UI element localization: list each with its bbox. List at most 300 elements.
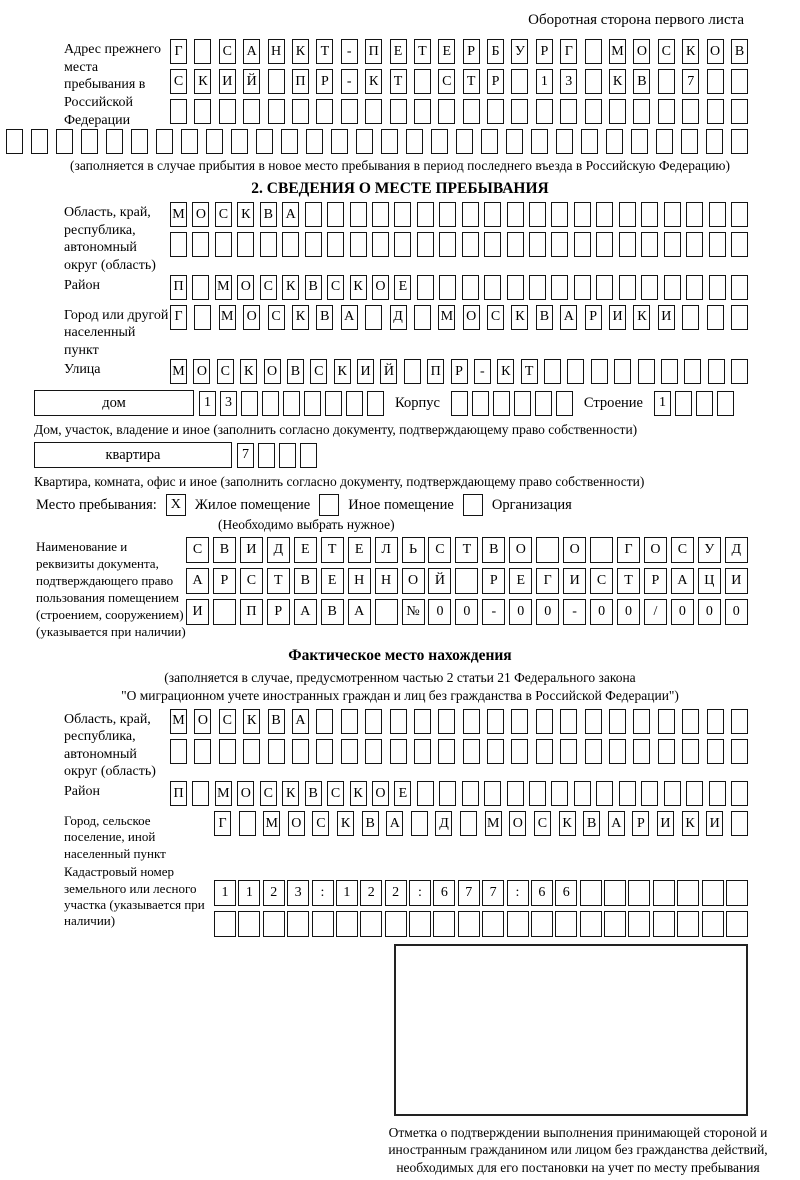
char-cell: Й	[243, 69, 260, 94]
char-cell: М	[170, 202, 187, 227]
char-cell: С	[240, 568, 263, 594]
char-cell	[653, 880, 675, 906]
char-cell: С	[219, 709, 236, 734]
char-cell	[682, 739, 699, 764]
char-cell: И	[725, 568, 748, 594]
char-cell: Т	[617, 568, 640, 594]
char-cell	[414, 739, 431, 764]
char-cell: С	[186, 537, 209, 563]
char-cell: П	[240, 599, 263, 625]
char-cell: М	[485, 811, 502, 836]
char-cell	[350, 232, 367, 257]
char-cell	[535, 391, 552, 416]
document-label: Наименование и реквизиты документа, подтверждающего право пользования помещением (строением, сооружением) (указывается при наличии)	[36, 539, 186, 639]
char-cell: О	[707, 39, 724, 64]
char-cell	[484, 275, 501, 300]
char-cell: В	[536, 305, 553, 330]
char-cell	[414, 709, 431, 734]
char-cell: А	[341, 305, 358, 330]
prev-address-note: (заполняется в случае прибытия в новое место пребывания в период последнего въезда в Российскую Федерацию)	[69, 158, 731, 174]
char-cell	[316, 99, 333, 124]
char-cell	[341, 99, 358, 124]
char-cell: Р	[463, 39, 480, 64]
char-cell: Т	[316, 39, 333, 64]
korpus-label: Корпус	[395, 394, 440, 411]
char-cell	[536, 709, 553, 734]
char-cell: Г	[560, 39, 577, 64]
char-cell	[241, 391, 258, 416]
prev-address-label: Адрес прежнего места пребывания в Российской Федерации	[64, 42, 161, 128]
stay-type-row	[36, 494, 780, 516]
char-cell	[656, 129, 673, 154]
char-cell	[439, 275, 456, 300]
char-cell: С	[428, 537, 451, 563]
char-cell: К	[292, 39, 309, 64]
char-cell: В	[321, 599, 344, 625]
char-cell: 3	[287, 880, 309, 906]
char-cell	[331, 129, 348, 154]
char-cell: С	[671, 537, 694, 563]
char-cell	[551, 232, 568, 257]
char-cell: 1	[199, 391, 216, 416]
char-row	[170, 202, 748, 227]
char-cell: И	[219, 69, 236, 94]
char-cell: К	[243, 709, 260, 734]
char-cell: О	[372, 275, 389, 300]
char-cell	[614, 359, 631, 384]
char-cell: 6	[555, 880, 577, 906]
char-cell	[658, 99, 675, 124]
char-cell	[463, 709, 480, 734]
char-cell: Т	[455, 537, 478, 563]
char-cell	[726, 880, 748, 906]
char-cell: О	[237, 781, 254, 806]
char-cell: Д	[725, 537, 748, 563]
char-cell: /	[644, 599, 667, 625]
char-cell	[414, 69, 431, 94]
char-cell	[31, 129, 48, 154]
char-cell	[312, 911, 334, 937]
char-cell	[590, 537, 613, 563]
char-cell	[256, 129, 273, 154]
char-row	[214, 880, 748, 906]
char-cell	[305, 202, 322, 227]
char-cell	[555, 911, 577, 937]
char-cell	[487, 709, 504, 734]
char-cell	[531, 129, 548, 154]
char-cell: К	[237, 202, 254, 227]
char-cell: А	[186, 568, 209, 594]
char-cell	[350, 202, 367, 227]
char-cell	[731, 232, 748, 257]
char-cell	[633, 709, 650, 734]
char-cell	[686, 275, 703, 300]
char-cell	[239, 811, 256, 836]
char-cell	[375, 599, 398, 625]
char-cell: К	[282, 781, 299, 806]
char-cell: С	[260, 781, 277, 806]
char-cell	[455, 568, 478, 594]
char-cell	[194, 39, 211, 64]
char-cell	[507, 275, 524, 300]
char-cell: И	[563, 568, 586, 594]
char-cell	[631, 129, 648, 154]
char-cell: В	[268, 709, 285, 734]
char-cell	[219, 739, 236, 764]
char-cell: Е	[394, 275, 411, 300]
char-cell: И	[357, 359, 374, 384]
char-cell: С	[327, 781, 344, 806]
char-cell: С	[268, 305, 285, 330]
char-cell: О	[644, 537, 667, 563]
char-cell	[574, 781, 591, 806]
char-cell: :	[312, 880, 334, 906]
char-cell	[279, 443, 296, 468]
char-cell: Е	[438, 39, 455, 64]
char-cell	[394, 202, 411, 227]
char-cell: К	[365, 69, 382, 94]
char-cell	[462, 202, 479, 227]
char-cell	[633, 99, 650, 124]
char-cell	[372, 232, 389, 257]
char-cell	[237, 232, 254, 257]
char-row	[214, 811, 748, 836]
char-cell	[551, 275, 568, 300]
char-cell: В	[633, 69, 650, 94]
char-row	[170, 359, 748, 384]
char-cell: Й	[380, 359, 397, 384]
char-cell	[365, 305, 382, 330]
char-cell	[585, 39, 602, 64]
char-cell	[438, 709, 455, 734]
char-cell	[367, 391, 384, 416]
char-cell: -	[563, 599, 586, 625]
char-cell	[585, 739, 602, 764]
char-cell: У	[511, 39, 528, 64]
char-cell: А	[608, 811, 625, 836]
char-cell	[653, 911, 675, 937]
stroenie-label: Строение	[583, 394, 643, 411]
char-cell: О	[243, 305, 260, 330]
char-cell	[544, 359, 561, 384]
char-cell	[702, 880, 724, 906]
char-cell	[394, 232, 411, 257]
korpus-cells	[451, 391, 573, 416]
char-cell: И	[658, 305, 675, 330]
char-cell	[580, 880, 602, 906]
section2-title: 2. СВЕДЕНИЯ О МЕСТЕ ПРЕБЫВАНИЯ	[251, 180, 549, 197]
char-cell	[731, 202, 748, 227]
char-cell	[677, 880, 699, 906]
char-cell	[487, 99, 504, 124]
char-cell: В	[316, 305, 333, 330]
char-cell	[306, 129, 323, 154]
char-cell	[507, 911, 529, 937]
actual-city-label: Город, сельское поселение, иной населенный пункт	[64, 813, 166, 861]
stamp-area-note: Отметка о подтверждении выполнения принимающей стороной и иностранным гражданином или лицом без гражданства действий, необходимых для его постановки на учет по месту пребывания	[388, 1125, 768, 1175]
char-cell: 6	[433, 880, 455, 906]
stroenie-cells	[654, 391, 734, 416]
char-cell: К	[559, 811, 576, 836]
char-cell: Т	[390, 69, 407, 94]
char-cell: 0	[698, 599, 721, 625]
char-cell	[641, 232, 658, 257]
char-cell: Г	[170, 305, 187, 330]
char-cell	[731, 359, 748, 384]
region-label: Область, край, республика, автономный округ (область)	[64, 205, 156, 273]
char-cell	[56, 129, 73, 154]
char-cell	[731, 129, 748, 154]
char-cell: А	[671, 568, 694, 594]
char-cell	[292, 99, 309, 124]
document-block	[36, 537, 748, 640]
char-cell	[675, 391, 692, 416]
char-cell	[219, 99, 236, 124]
char-cell	[596, 275, 613, 300]
char-cell	[706, 129, 723, 154]
char-cell: 7	[682, 69, 699, 94]
char-cell: К	[511, 305, 528, 330]
char-cell	[431, 129, 448, 154]
char-cell	[596, 232, 613, 257]
char-cell	[268, 69, 285, 94]
char-cell: 3	[560, 69, 577, 94]
char-cell: С	[310, 359, 327, 384]
char-cell	[365, 99, 382, 124]
char-cell: №	[402, 599, 425, 625]
char-cell	[481, 129, 498, 154]
char-cell	[529, 781, 546, 806]
char-cell: М	[170, 359, 187, 384]
char-cell: Т	[521, 359, 538, 384]
char-cell: В	[482, 537, 505, 563]
char-cell	[551, 781, 568, 806]
char-cell	[511, 99, 528, 124]
char-cell: 0	[671, 599, 694, 625]
char-cell: В	[305, 275, 322, 300]
char-cell	[731, 305, 748, 330]
actual-region-block	[64, 709, 748, 782]
char-cell	[170, 739, 187, 764]
char-cell	[681, 129, 698, 154]
char-cell: П	[365, 39, 382, 64]
char-cell	[456, 129, 473, 154]
char-cell	[300, 443, 317, 468]
char-cell: О	[194, 709, 211, 734]
char-cell	[417, 275, 434, 300]
char-cell: У	[698, 537, 721, 563]
char-cell: 3	[220, 391, 237, 416]
char-cell	[258, 443, 275, 468]
char-cell	[192, 781, 209, 806]
char-cell: 7	[482, 880, 504, 906]
char-cell: К	[609, 69, 626, 94]
street-block	[64, 359, 748, 389]
actual-city-block	[64, 811, 748, 862]
char-cell	[462, 275, 479, 300]
char-cell: А	[386, 811, 403, 836]
char-cell: С	[215, 202, 232, 227]
char-cell: 0	[428, 599, 451, 625]
char-cell	[409, 911, 431, 937]
char-cell	[304, 391, 321, 416]
char-cell	[507, 232, 524, 257]
char-cell	[192, 275, 209, 300]
char-cell	[356, 129, 373, 154]
char-cell: Г	[214, 811, 231, 836]
char-cell: О	[264, 359, 281, 384]
char-cell: -	[341, 39, 358, 64]
char-cell: 0	[617, 599, 640, 625]
char-cell	[439, 781, 456, 806]
char-cell	[677, 911, 699, 937]
char-cell	[390, 739, 407, 764]
char-cell	[263, 911, 285, 937]
char-cell: В	[305, 781, 322, 806]
char-cell	[463, 739, 480, 764]
char-cell	[414, 305, 431, 330]
house-row	[34, 390, 760, 416]
char-cell	[731, 781, 748, 806]
char-cell	[493, 391, 510, 416]
char-cell: К	[682, 39, 699, 64]
char-cell: 1	[536, 69, 553, 94]
char-cell: О	[237, 275, 254, 300]
char-cell: И	[706, 811, 723, 836]
char-cell: М	[263, 811, 280, 836]
char-cell: С	[487, 305, 504, 330]
char-cell	[596, 781, 613, 806]
char-cell: О	[192, 202, 209, 227]
char-cell: В	[260, 202, 277, 227]
char-cell	[696, 391, 713, 416]
char-row	[170, 739, 748, 764]
char-cell	[717, 391, 734, 416]
char-row	[170, 781, 748, 806]
char-cell: М	[438, 305, 455, 330]
char-cell: Р	[451, 359, 468, 384]
char-cell: К	[497, 359, 514, 384]
char-cell: :	[507, 880, 529, 906]
char-cell	[385, 911, 407, 937]
char-cell	[707, 99, 724, 124]
char-row	[186, 568, 748, 594]
char-cell	[390, 99, 407, 124]
char-cell	[567, 359, 584, 384]
char-row	[186, 599, 748, 625]
char-cell	[731, 739, 748, 764]
char-cell	[406, 129, 423, 154]
char-cell: -	[474, 359, 491, 384]
char-cell	[709, 232, 726, 257]
char-cell: А	[294, 599, 317, 625]
char-cell	[529, 232, 546, 257]
char-cell	[536, 537, 559, 563]
char-cell	[327, 232, 344, 257]
char-cell	[682, 99, 699, 124]
char-cell	[709, 781, 726, 806]
char-cell: О	[372, 781, 389, 806]
char-cell: М	[219, 305, 236, 330]
char-cell: 1	[238, 880, 260, 906]
char-cell	[531, 911, 553, 937]
char-cell: С	[217, 359, 234, 384]
char-cell: 0	[590, 599, 613, 625]
char-cell: М	[215, 781, 232, 806]
char-cell	[581, 129, 598, 154]
option-other-premises-label: Иное помещение	[348, 496, 454, 513]
char-cell	[708, 359, 725, 384]
char-cell	[638, 359, 655, 384]
char-row	[170, 709, 748, 734]
char-cell: 2	[263, 880, 285, 906]
char-cell	[131, 129, 148, 154]
char-cell: Т	[267, 568, 290, 594]
char-cell: Л	[375, 537, 398, 563]
char-cell: А	[243, 39, 260, 64]
char-cell	[462, 781, 479, 806]
char-cell: 0	[536, 599, 559, 625]
char-cell: Р	[536, 39, 553, 64]
char-cell	[268, 739, 285, 764]
char-cell: Т	[463, 69, 480, 94]
char-cell	[390, 709, 407, 734]
char-cell	[243, 99, 260, 124]
char-cell: Ц	[698, 568, 721, 594]
char-cell: И	[657, 811, 674, 836]
char-cell: Е	[394, 781, 411, 806]
char-cell: 1	[214, 880, 236, 906]
char-cell	[731, 811, 748, 836]
prev-address-block	[64, 39, 748, 129]
char-cell	[707, 709, 724, 734]
char-cell	[726, 911, 748, 937]
char-cell	[731, 275, 748, 300]
char-cell	[287, 911, 309, 937]
char-cell	[619, 202, 636, 227]
char-cell: С	[438, 69, 455, 94]
char-cell: О	[288, 811, 305, 836]
char-cell	[292, 739, 309, 764]
char-cell	[511, 709, 528, 734]
char-cell	[6, 129, 23, 154]
char-cell: О	[509, 811, 526, 836]
char-cell: Ь	[402, 537, 425, 563]
char-cell: С	[658, 39, 675, 64]
char-cell: -	[482, 599, 505, 625]
char-cell: О	[509, 537, 532, 563]
actual-district-block	[64, 781, 748, 811]
page-side-note: Оборотная сторона первого листа	[528, 12, 744, 28]
char-cell	[360, 911, 382, 937]
char-cell: Р	[487, 69, 504, 94]
char-cell	[260, 232, 277, 257]
char-cell	[702, 911, 724, 937]
registration-stamp-area	[394, 944, 748, 1116]
char-cell	[619, 275, 636, 300]
option-residential-label: Жилое помещение	[194, 496, 311, 513]
char-cell: А	[560, 305, 577, 330]
char-cell: К	[282, 275, 299, 300]
char-cell: Е	[321, 568, 344, 594]
char-cell	[327, 202, 344, 227]
char-cell	[556, 129, 573, 154]
actual-location-note-1: (заполняется в случае, предусмотренном частью 2 статьи 21 Федерального закона	[164, 670, 636, 686]
char-cell	[381, 129, 398, 154]
char-cell	[529, 202, 546, 227]
city-block	[64, 305, 748, 360]
char-cell	[731, 709, 748, 734]
